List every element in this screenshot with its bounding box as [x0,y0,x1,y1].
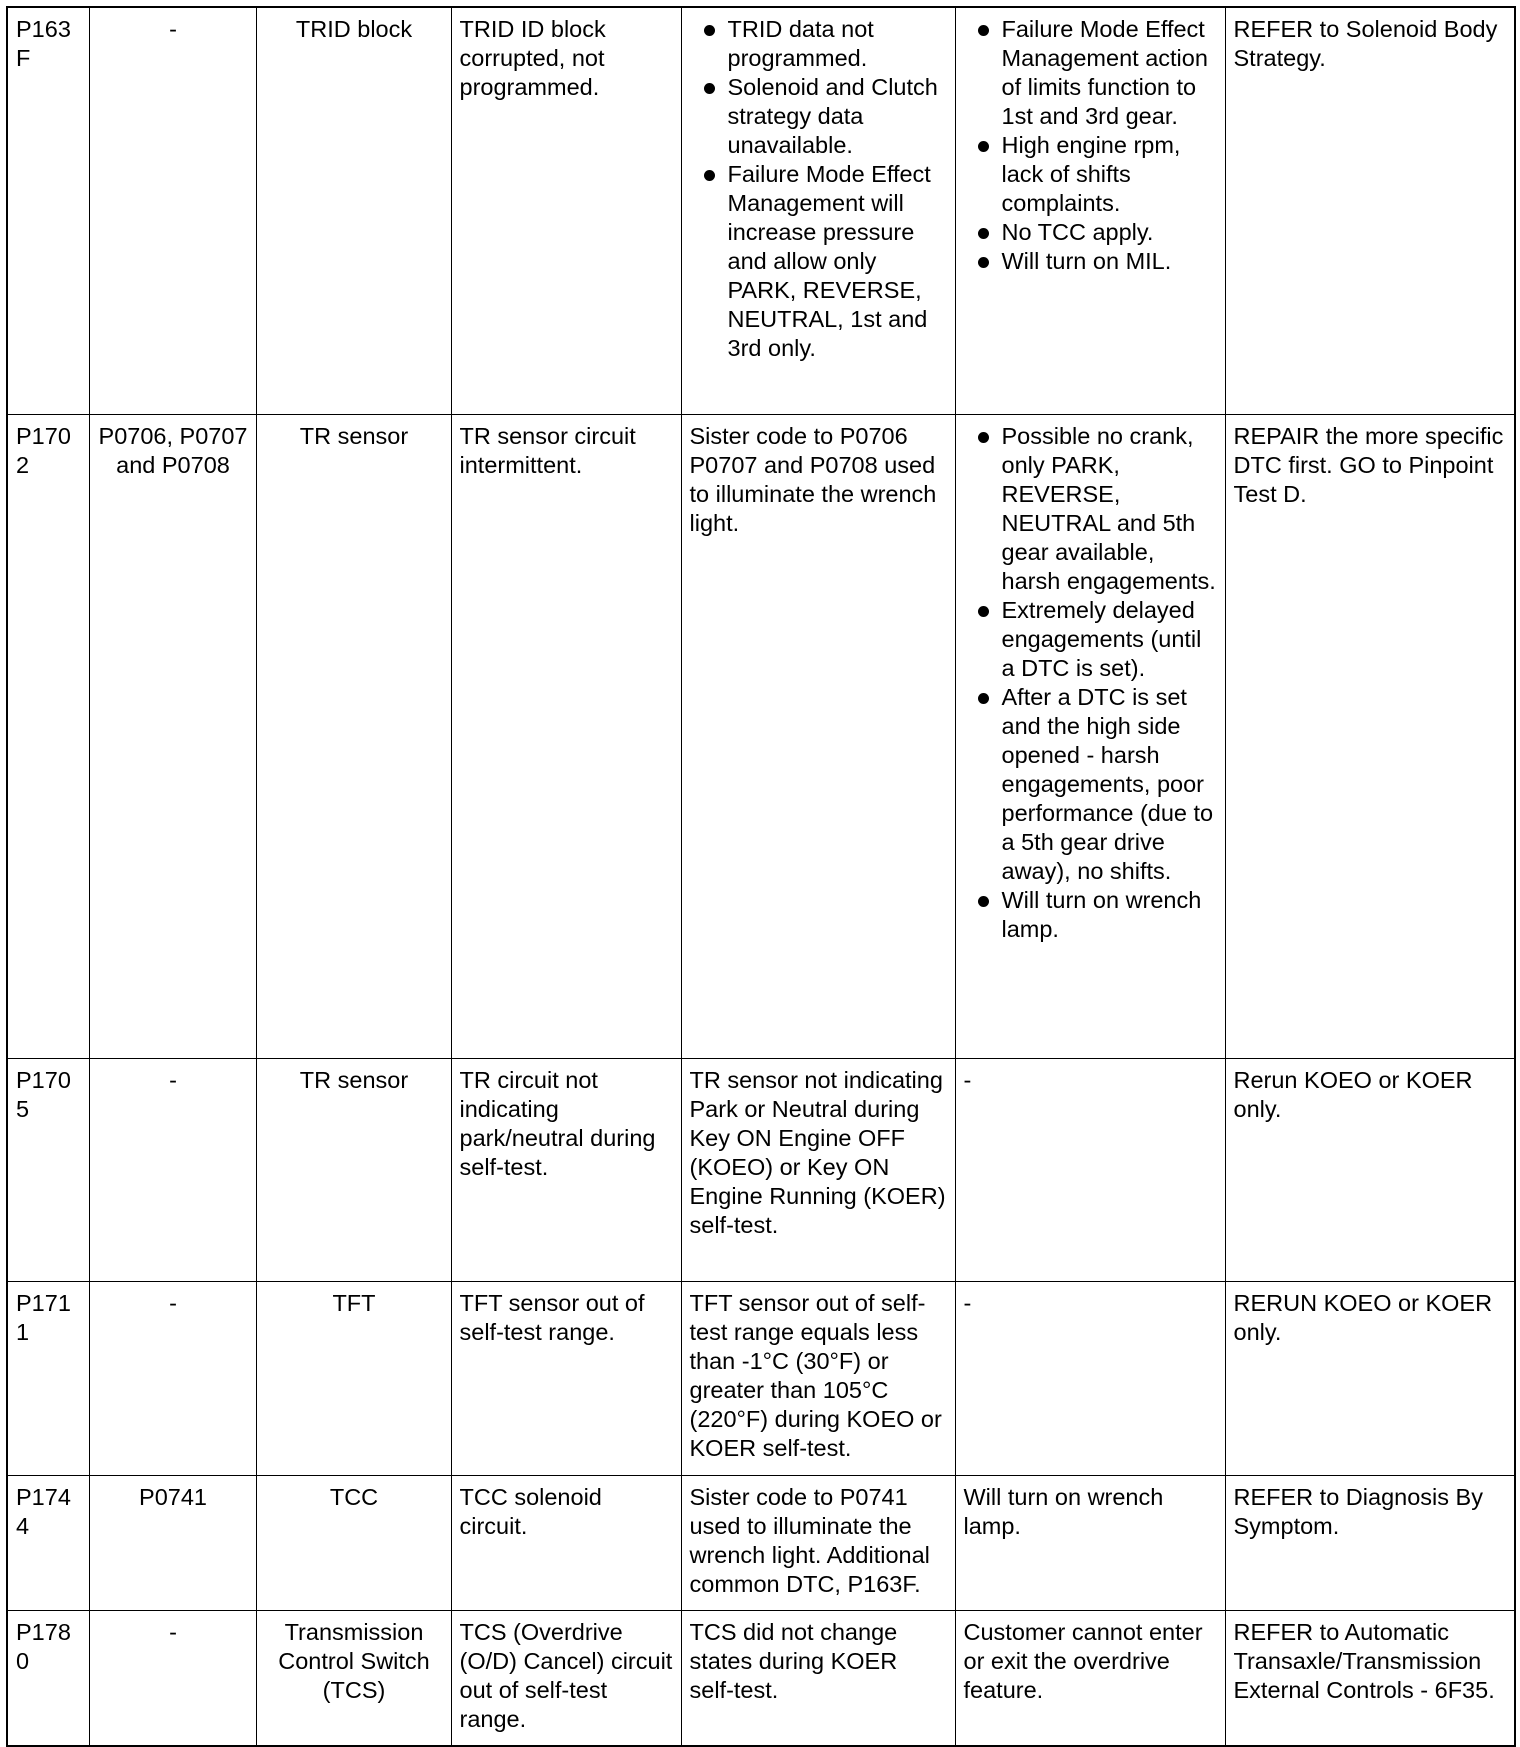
conditions-cell: TCS did not change states during KOER self-test. [681,1610,955,1746]
conditions-cell: Sister code to P0741 used to illuminate the wrench light. Additional common DTC, P163F. [681,1475,955,1610]
action: REPAIR the more specific DTC first. GO to Pinpoint Test D. [1225,414,1515,1058]
condition-item: Failure Mode Effect Management will increase pressure and allow only PARK, REVERSE, NEUTRAL, 1st and 3rd only. [690,160,948,363]
related-dtc: P0741 [89,1475,256,1610]
component: TR sensor [256,414,451,1058]
condition-item: Solenoid and Clutch strategy data unavailable. [690,73,948,160]
conditions-cell: TFT sensor out of self-test range equals less than -1°C (30°F) or greater than 105°C (220°F) during KOEO or KOER self-test. [681,1281,955,1475]
component: TFT [256,1281,451,1475]
table-row [7,414,1515,1058]
table-row [7,7,1515,414]
conditions-cell [681,7,955,414]
action: REFER to Automatic Transaxle/Transmission External Controls - 6F35. [1225,1610,1515,1746]
dtc-table [6,6,1516,1747]
symptoms-cell: - [955,1281,1225,1475]
action: REFER to Solenoid Body Strategy. [1225,7,1515,414]
related-dtc: - [89,1281,256,1475]
related-dtc: - [89,1610,256,1746]
dtc-description: TR circuit not indicating park/neutral during self-test. [451,1058,681,1281]
table-row [7,1281,1515,1475]
symptom-item: Extremely delayed engagements (until a DTC is set). [964,596,1218,683]
symptom-item: Possible no crank, only PARK, REVERSE, NEUTRAL and 5th gear available, harsh engagements. [964,422,1218,596]
related-dtc: - [89,7,256,414]
component: TCC [256,1475,451,1610]
action: REFER to Diagnosis By Symptom. [1225,1475,1515,1610]
symptoms-cell: Customer cannot enter or exit the overdrive feature. [955,1610,1225,1746]
condition-item: TRID data not programmed. [690,15,948,73]
table-row [7,1058,1515,1281]
dtc-description: TFT sensor out of self-test range. [451,1281,681,1475]
conditions-cell: TR sensor not indicating Park or Neutral during Key ON Engine OFF (KOEO) or Key ON Engine Running (KOER) self-test. [681,1058,955,1281]
dtc-code: P163F [7,7,89,414]
symptom-item: High engine rpm, lack of shifts complaints. [964,131,1218,218]
dtc-description: TR sensor circuit intermittent. [451,414,681,1058]
component: TR sensor [256,1058,451,1281]
symptom-item: Will turn on wrench lamp. [964,886,1218,944]
action: RERUN KOEO or KOER only. [1225,1281,1515,1475]
dtc-code: P1705 [7,1058,89,1281]
dtc-code: P1711 [7,1281,89,1475]
related-dtc: - [89,1058,256,1281]
symptom-item: No TCC apply. [964,218,1218,247]
symptoms-cell [955,414,1225,1058]
table-row [7,1475,1515,1610]
symptom-item: After a DTC is set and the high side opened - harsh engagements, poor performance (due to a 5th gear drive away), no shifts. [964,683,1218,886]
symptoms-cell: Will turn on wrench lamp. [955,1475,1225,1610]
dtc-description: TRID ID block corrupted, not programmed. [451,7,681,414]
dtc-description: TCS (Overdrive (O/D) Cancel) circuit out of self-test range. [451,1610,681,1746]
symptoms-cell [955,7,1225,414]
action: Rerun KOEO or KOER only. [1225,1058,1515,1281]
dtc-code: P1702 [7,414,89,1058]
component: TRID block [256,7,451,414]
related-dtc: P0706, P0707 and P0708 [89,414,256,1058]
symptom-item: Failure Mode Effect Management action of limits function to 1st and 3rd gear. [964,15,1218,131]
table-row [7,1610,1515,1746]
symptom-item: Will turn on MIL. [964,247,1218,276]
dtc-code: P1744 [7,1475,89,1610]
component: Transmission Control Switch (TCS) [256,1610,451,1746]
dtc-description: TCC solenoid circuit. [451,1475,681,1610]
conditions-cell: Sister code to P0706 P0707 and P0708 used to illuminate the wrench light. [681,414,955,1058]
dtc-code: P1780 [7,1610,89,1746]
symptoms-cell: - [955,1058,1225,1281]
